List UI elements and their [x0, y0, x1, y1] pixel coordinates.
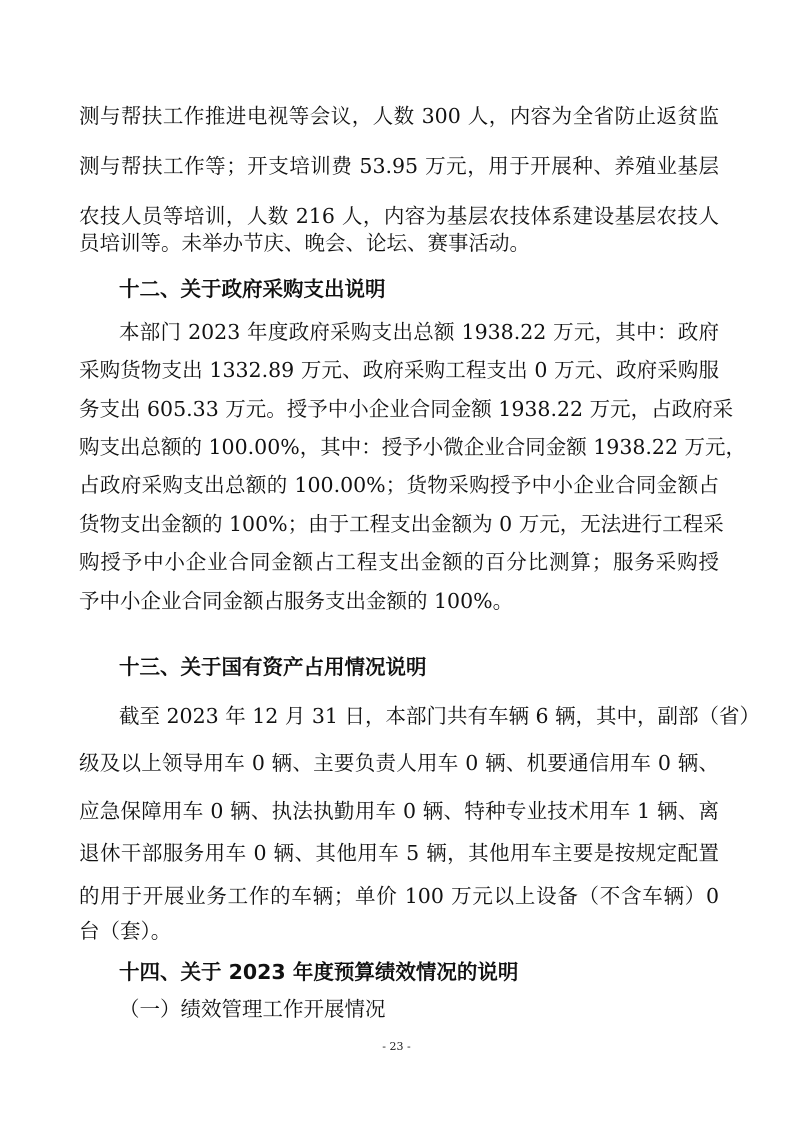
- paragraph-line: 测与帮扶工作推进电视等会议，人数 300 人，内容为全省防止返贫监: [79, 104, 719, 128]
- paragraph-line: 退休干部服务用车 0 辆、其他用车 5 辆，其他用车主要是按规定配置: [79, 841, 719, 865]
- paragraph-line: 货物支出金额的 100%；由于工程支出金额为 0 万元，无法进行工程采: [79, 512, 724, 536]
- paragraph-line: 的用于开展业务工作的车辆；单价 100 万元以上设备（不含车辆）0: [79, 884, 719, 908]
- paragraph-line: 购授予中小企业合同金额占工程支出金额的百分比测算；服务采购授: [79, 550, 719, 574]
- paragraph-line: 台（套）。: [79, 919, 172, 943]
- paragraph-line: 采购货物支出 1332.89 万元、政府采购工程支出 0 万元、政府采购服: [79, 358, 719, 382]
- paragraph-line: 本部门 2023 年度政府采购支出总额 1938.22 万元，其中：政府: [119, 320, 719, 344]
- paragraph-line: 购支出总额的 100.00%，其中：授予小微企业合同金额 1938.22 万元，: [79, 435, 747, 459]
- section-heading-13: 十三、关于国有资产占用情况说明: [119, 655, 427, 679]
- section-heading-12: 十二、关于政府采购支出说明: [119, 277, 386, 301]
- paragraph-line: 测与帮扶工作等；开支培训费 53.95 万元，用于开展种、养殖业基层: [79, 154, 719, 178]
- paragraph-line: 予中小企业合同金额占服务支出金额的 100%。: [79, 589, 514, 613]
- paragraph-line: 级及以上领导用车 0 辆、主要负责人用车 0 辆、机要通信用车 0 辆、: [79, 751, 719, 775]
- paragraph-line: 截至 2023 年 12 月 31 日，本部门共有车辆 6 辆，其中，副部（省）: [119, 704, 761, 728]
- paragraph-line: 应急保障用车 0 辆、执法执勤用车 0 辆、特种专业技术用车 1 辆、离: [79, 799, 719, 823]
- subsection-heading: （一）绩效管理工作开展情况: [119, 997, 386, 1021]
- paragraph-line: 占政府采购支出总额的 100.00%；货物采购授予中小企业合同金额占: [79, 473, 719, 497]
- paragraph-line: 员培训等。未举办节庆、晚会、论坛、赛事活动。: [79, 231, 530, 255]
- page-number: - 23 -: [382, 1040, 411, 1053]
- paragraph-line: 务支出 605.33 万元。授予中小企业合同金额 1938.22 万元，占政府采: [79, 397, 734, 421]
- section-heading-14: 十四、关于 2023 年度预算绩效情况的说明: [119, 960, 519, 984]
- paragraph-line: 农技人员等培训，人数 216 人，内容为基层农技体系建设基层农技人: [79, 204, 719, 228]
